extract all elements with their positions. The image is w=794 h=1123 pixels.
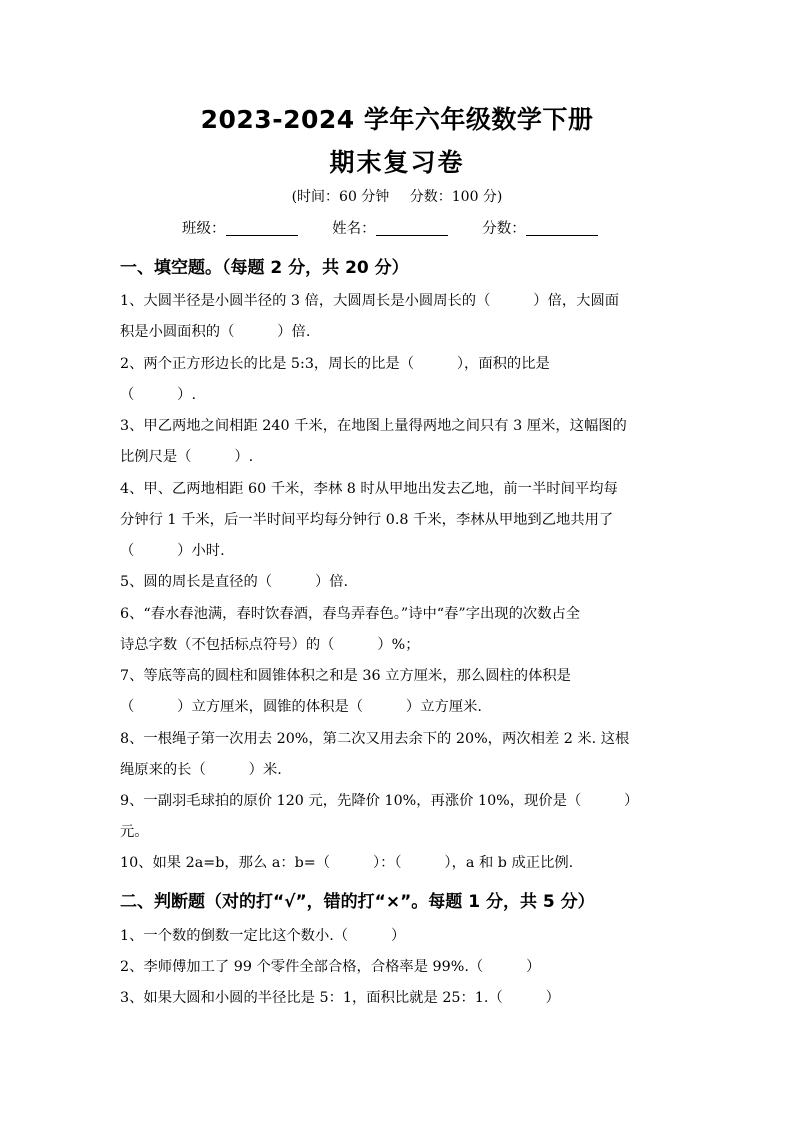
question-9-line-2: 元。 — [120, 824, 149, 840]
question-7-line-1: 7、等底等高的圆柱和圆锥体积之和是 36 立方厘米，那么圆柱的体积是 — [120, 668, 571, 684]
time-limit: (时间：60 分钟 — [291, 189, 390, 205]
question-2-line-1: 2、两个正方形边长的比是 5:3，周长的比是（ ），面积的比是 — [120, 356, 550, 372]
judge-3-line-1: 3、如果大圆和小圆的半径比是 5：1，面积比就是 25：1.（ ） — [120, 990, 560, 1006]
question-4-line-2: 分钟行 1 千米，后一半时间平均每分钟行 0.8 千米，李林从甲地到乙地共用了 — [120, 512, 614, 528]
exam-meta — [0, 186, 794, 206]
question-4-line-3: （ ）小时. — [120, 543, 225, 559]
total-score: 分数：100 分) — [409, 189, 503, 205]
question-9-line-1: 9、一副羽毛球拍的原价 120 元，先降价 10%，再涨价 10%，现价是（ ） — [120, 793, 639, 809]
question-4-line-1: 4、甲、乙两地相距 60 千米，李林 8 时从甲地出发去乙地，前一半时间平均每 — [120, 481, 618, 497]
judge-1-line-1: 1、一个数的倒数一定比这个数小.（ ） — [120, 928, 406, 944]
judge-2-line-1: 2、李师傅加工了 99 个零件全部合格，合格率是 99%.（ ） — [120, 959, 541, 975]
question-8-line-2: 绳原来的长（ ）米. — [120, 762, 282, 778]
score-blank[interactable] — [526, 221, 598, 236]
score-field: 分数： — [482, 217, 598, 238]
exam-title: 2023-2024 学年六年级数学下册 — [200, 105, 594, 134]
question-8-line-1: 8、一根绳子第一次用去 20%，第二次又用去余下的 20%，两次相差 2 米. 这根 — [120, 731, 630, 747]
class-blank[interactable] — [226, 221, 298, 236]
question-1-line-1: 1、大圆半径是小圆半径的 3 倍，大圆周长是小圆周长的（ ）倍，大圆面 — [120, 293, 620, 309]
question-2-line-2: （ ）. — [120, 387, 197, 403]
question-1-line-2: 积是小圆面积的（ ）倍. — [120, 324, 311, 340]
section-true-false-heading: 二、判断题（对的打“√”，错的打“×”。每题 1 分，共 5 分） — [120, 892, 595, 912]
question-6-line-1: 6、“春水春池满，春时饮春酒，春鸟弄春色。”诗中“春”字出现的次数占全 — [120, 606, 581, 622]
name-field: 姓名： — [332, 217, 448, 238]
question-10-line-1: 10、如果 2a=b，那么 a：b=（ ）：（ ），a 和 b 成正比例. — [120, 855, 574, 871]
name-blank[interactable] — [376, 221, 448, 236]
question-3-line-2: 比例尺是（ ）. — [120, 449, 254, 465]
class-field: 班级： — [182, 217, 298, 238]
section-fill-in-heading: 一、填空题。（每题 2 分，共 20 分） — [120, 258, 409, 278]
question-3-line-1: 3、甲乙两地之间相距 240 千米，在地图上量得两地之间只有 3 厘米，这幅图的 — [120, 418, 627, 434]
exam-subtitle: 期末复习卷 — [329, 148, 465, 177]
question-5-line-1: 5、圆的周长是直径的（ ）倍. — [120, 574, 349, 590]
question-6-line-2: 诗总字数（不包括标点符号）的（ ）%； — [120, 637, 420, 653]
student-info — [182, 217, 628, 238]
question-7-line-2: （ ）立方厘米，圆锥的体积是（ ）立方厘米. — [120, 699, 482, 715]
